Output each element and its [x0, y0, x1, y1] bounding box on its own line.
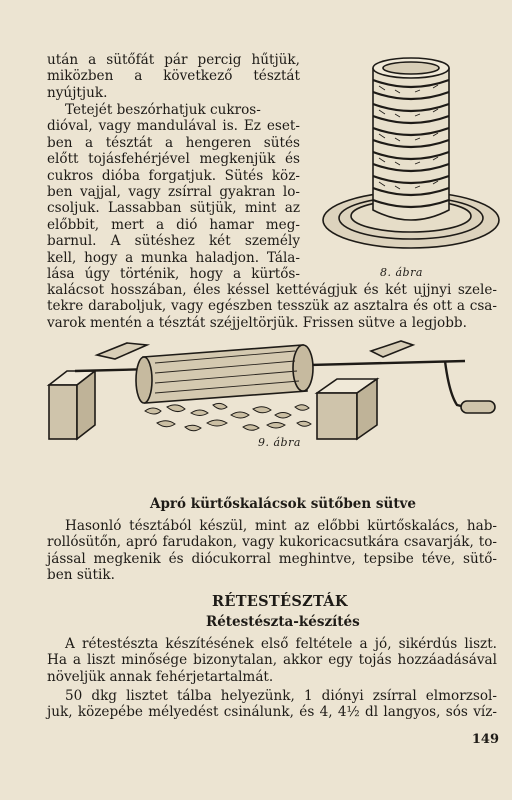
text-line: ben a tésztát a hengeren sütés	[47, 134, 300, 151]
text-line: Tetejét beszórhatjuk cukros-	[65, 102, 261, 118]
figure-9-caption: 9. ábra	[258, 436, 301, 449]
text-line: ben vajjal, vagy zsírral gyakran lo-	[47, 184, 300, 201]
paragraph-3	[47, 518, 497, 584]
paragraph-2	[47, 102, 300, 282]
text-line: nyújtjuk.	[47, 84, 108, 101]
text-line: előbbit, mert a dió hamar meg-	[47, 216, 300, 233]
text-line: dióval, vagy mandulával is. Ez eset-	[47, 118, 300, 135]
text-line: előtt tojásfehérjével megkenjük és	[47, 151, 300, 168]
text-line: cukros dióba forgatjuk. Sütés köz-	[47, 167, 300, 184]
paragraph-1	[47, 52, 300, 101]
figure-8-caption: 8. ábra	[380, 266, 423, 279]
text-line: jással megkenik és diócukorral meghintve, tepsibe téve, sütő-	[47, 550, 497, 567]
text-line: rollósütőn, apró farudakon, vagy kukoricacsutkára csavarják, to-	[47, 534, 497, 551]
text-line: kell, hogy a munka haladjon. Tála-	[47, 249, 300, 266]
text-line: növeljük annak fehérjetartalmát.	[47, 668, 274, 685]
text-line: varok mentén a tésztát széjjeltörjük. Frissen sütve a legjobb.	[47, 314, 467, 331]
text-line: Ha a liszt minősége bizonytalan, akkor egy tojás hozzáadásával	[47, 652, 497, 669]
section-heading: Apró kürtőskalácsok sütőben sütve	[150, 496, 416, 512]
text-line: ben sütik.	[47, 567, 115, 584]
text-line: Hasonló tésztából készül, mint az előbbi kürtőskalács, hab-	[65, 518, 497, 534]
subsection-heading: Rétestészta-készítés	[206, 614, 360, 630]
text-line: A rétestészta készítésének első feltétele a jó, sikérdús liszt.	[65, 636, 497, 652]
paragraph-2-continued	[47, 282, 497, 331]
figure-9-illustration	[45, 333, 505, 443]
text-line: juk, közepébe mélyedést csinálunk, és 4, 4½ dl langyos, sós víz-	[47, 704, 497, 721]
text-line: után a sütőfát pár percig hűtjük,	[47, 52, 300, 68]
text-line: kalácsot hosszában, éles késsel kettévágjuk és két ujjnyi szele-	[47, 282, 497, 298]
page-number: 149	[471, 732, 499, 747]
chapter-heading: RÉTESTÉSZTÁK	[212, 593, 348, 610]
figure-8-illustration	[315, 50, 505, 260]
paragraph-4	[47, 636, 497, 685]
paragraph-5	[47, 688, 497, 721]
text-line: csoljuk. Lassabban sütjük, mint az	[47, 200, 300, 217]
text-line: tekre daraboljuk, vagy egészben tesszük az asztalra és ott a csa-	[47, 298, 497, 315]
text-line: lása úgy történik, hogy a kürtős-	[47, 266, 300, 283]
text-line: barnul. A sütéshez két személy	[47, 233, 300, 250]
text-line: miközben a következő tésztát	[47, 68, 300, 85]
text-line: 50 dkg lisztet tálba helyezünk, 1 diónyi zsírral elmorzsol-	[65, 688, 497, 704]
